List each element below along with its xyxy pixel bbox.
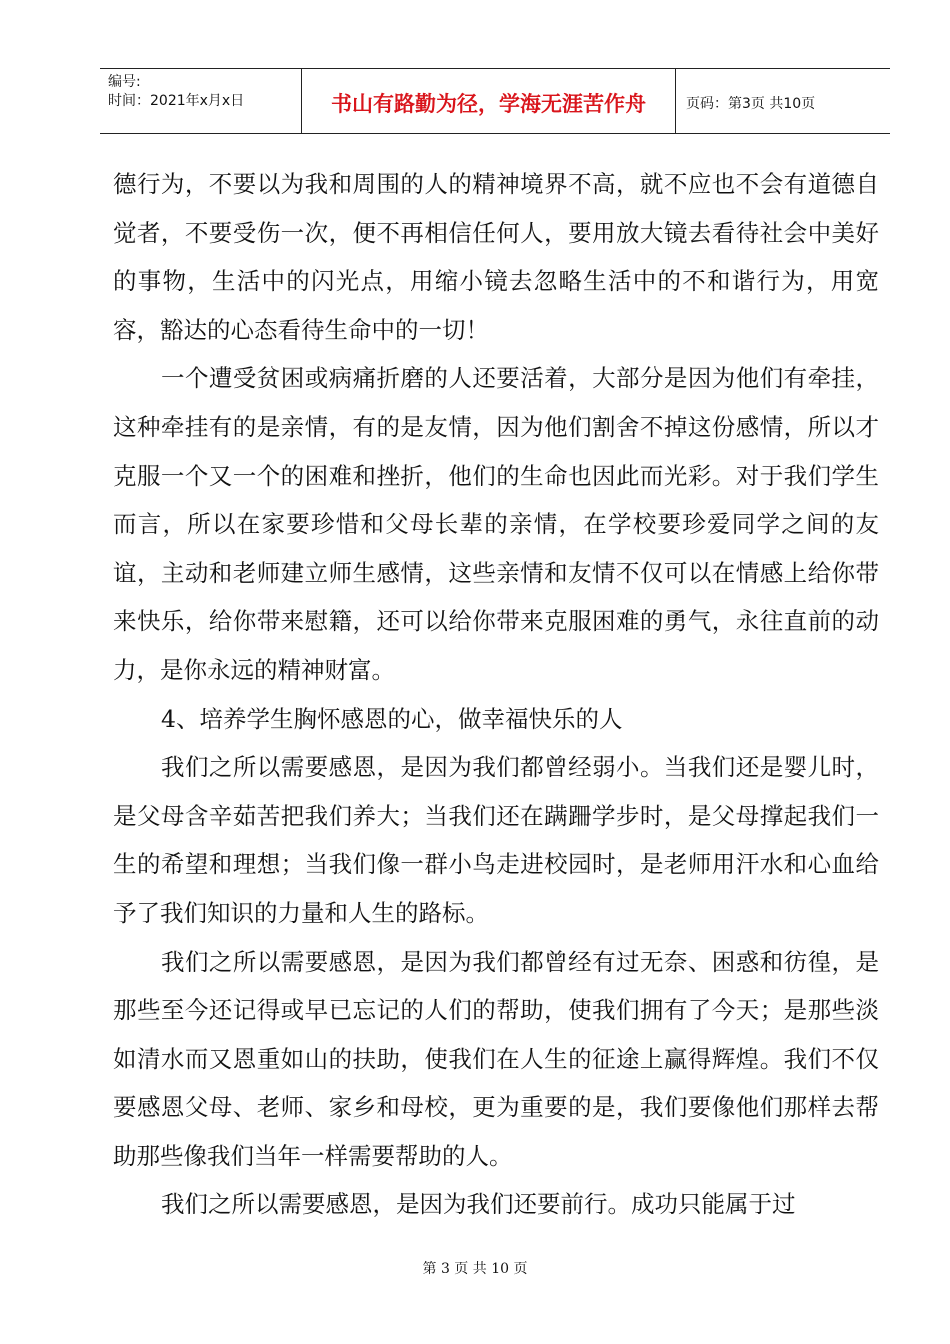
page-footer: 第 3 页 共 10 页 — [422, 1261, 528, 1277]
paragraph: 德行为，不要以为我和周围的人的精神境界不高，就不应也不会有道德自觉者，不要受伤一次，便不再相信任何人，要用放大镜去看待社会中美好的事物，生活中的闪光点，用缩小镜去忽略生活中的不和谐行为，用宽容，豁达的心态看待生命中的一切！ — [113, 170, 879, 344]
paragraph: 我们之所以需要感恩，是因为我们还要前行。成功只能属于过 — [161, 1190, 796, 1219]
page-header — [100, 68, 890, 134]
header-meta — [100, 69, 302, 133]
paragraph: 我们之所以需要感恩，是因为我们都曾经弱小。当我们还是婴儿时，是父母含辛茹苦把我们养大；当我们还在蹒跚学步时，是父母撑起我们一生的希望和理想；当我们像一群小鸟走进校园时，是老师用汗水和心血给予了我们知识的力量和人生的路标。 — [113, 753, 879, 927]
section-heading: 4、培养学生胸怀感恩的心，做幸福快乐的人 — [161, 704, 623, 733]
document-number-label: 编号: — [108, 74, 141, 90]
header-motto: 书山有路勤为径，学海无涯苦作舟 — [302, 69, 676, 133]
document-body — [113, 160, 879, 1229]
header-page-info: 页码：第3页 共10页 — [686, 96, 816, 112]
paragraph: 一个遭受贫困或病痛折磨的人还要活着，大部分是因为他们有牵挂，这种牵挂有的是亲情，有的是友情，因为他们割舍不掉这份感情，所以才克服一个又一个的困难和挫折，他们的生命也因此而光彩。对于我们学生而言，所以在家要珍惜和父母长辈的亲情，在学校要珍爱同学之间的友谊，主动和老师建立师生感情，这些亲情和友情不仅可以在情感上给你带来快乐，给你带来慰籍，还可以给你带来克服困难的勇气，永往直前的动力，是你永远的精神财富。 — [113, 364, 879, 684]
document-time: 时间：2021年x月x日 — [108, 93, 245, 109]
paragraph: 我们之所以需要感恩，是因为我们都曾经有过无奈、困惑和彷徨，是那些至今还记得或早已忘记的人们的帮助，使我们拥有了今天；是那些淡如清水而又恩重如山的扶助，使我们在人生的征途上赢得辉煌。我们不仅要感恩父母、老师、家乡和母校，更为重要的是，我们要像他们那样去帮助那些像我们当年一样需要帮助的人。 — [113, 947, 879, 1170]
